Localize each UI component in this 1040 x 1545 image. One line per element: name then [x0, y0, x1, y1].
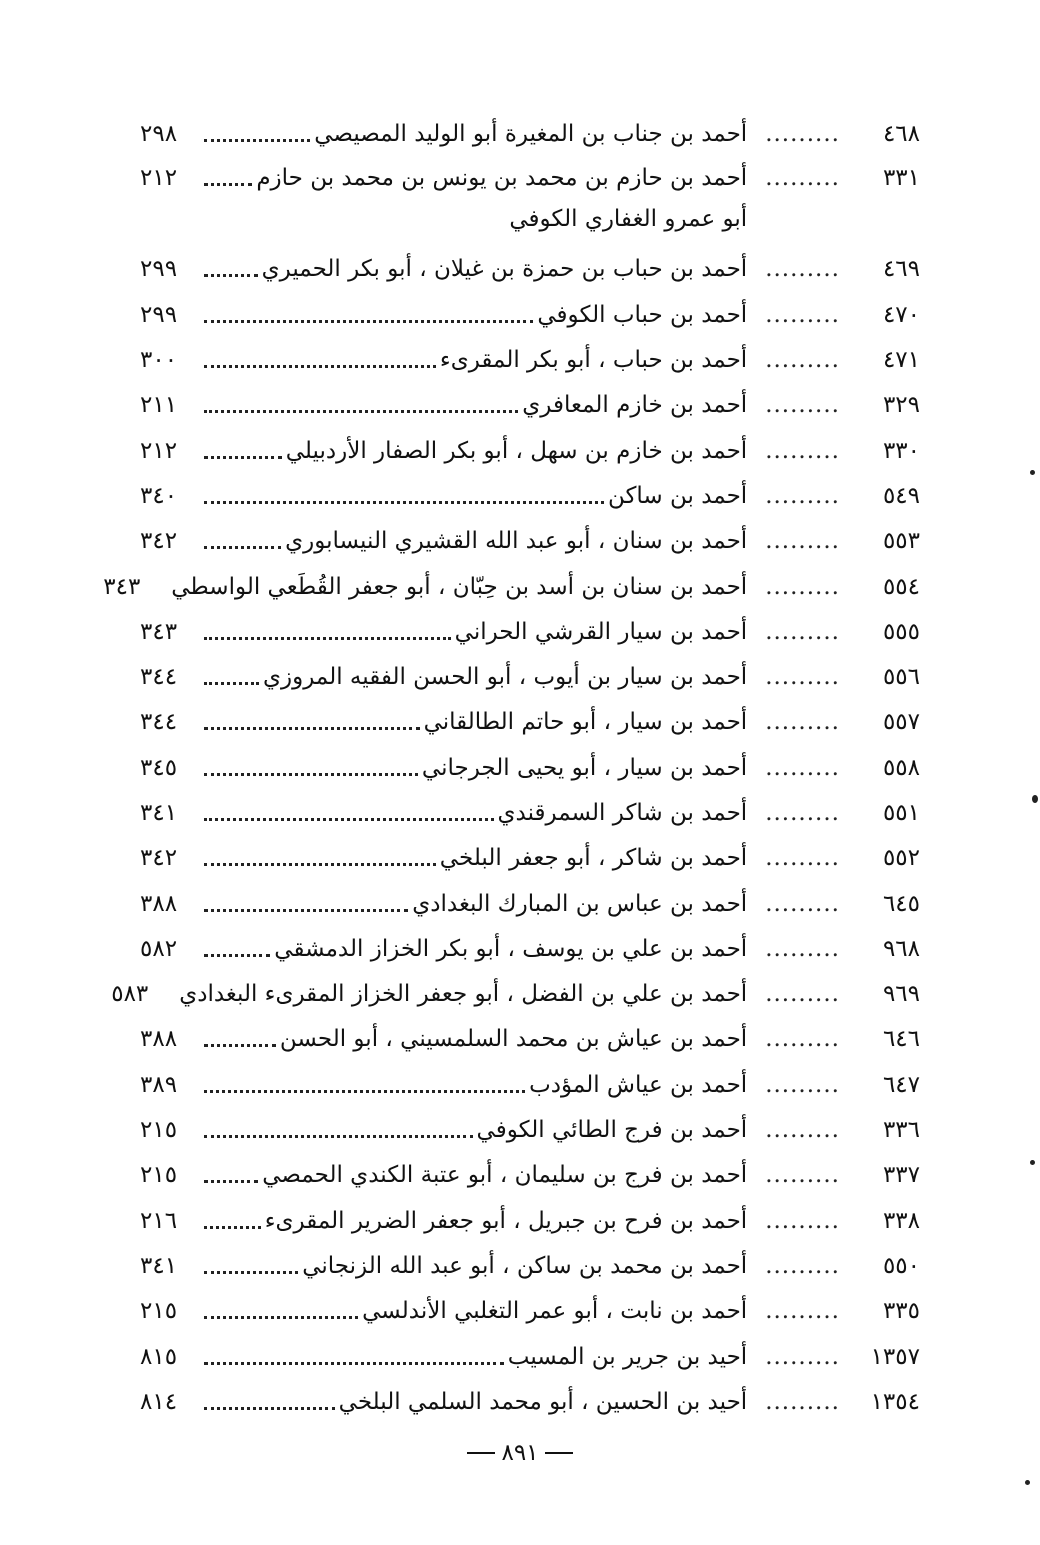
- entry-line: [140, 1252, 748, 1279]
- scan-speck: [1030, 1160, 1035, 1165]
- entry-body: [103, 573, 748, 600]
- dotted-leader: [204, 637, 451, 640]
- index-entry: [140, 247, 920, 292]
- index-entry: [140, 1063, 920, 1108]
- entry-leader-dots: .........: [765, 573, 840, 600]
- entry-body: [140, 349, 747, 372]
- entry-leader-dots: .........: [765, 347, 840, 374]
- entry-number: ٥٥٣: [882, 528, 920, 555]
- entry-leader-dots: .........: [765, 754, 840, 781]
- entry-body: [140, 167, 747, 231]
- entry-line: [140, 437, 748, 464]
- entry-body: [140, 123, 747, 146]
- entry-name: أحمد بن سيار القرشي الحراني: [454, 618, 748, 645]
- entry-name: أحمد بن ساكن: [607, 482, 748, 509]
- entry-body: [140, 754, 748, 781]
- entry-name: أحمد بن حباب بن حمزة بن غيلان ، أبو بكر الحميري: [261, 256, 748, 283]
- folio-dash-left: [467, 1452, 495, 1454]
- entry-page-ref: ٢١٥: [140, 1117, 178, 1144]
- entry-name: أحمد بن عباس بن المبارك البغدادي: [412, 890, 748, 917]
- entry-number: ٦٤٧: [882, 1071, 920, 1098]
- entry-number: ٥٥٢: [882, 845, 920, 872]
- entry-body: [140, 301, 748, 328]
- entry-name: أحمد بن علي بن الفضل ، أبو جعفر الخزاز المقرىء البغدادي: [179, 981, 748, 1008]
- dotted-leader: [204, 501, 604, 504]
- index-list: [103, 112, 920, 1425]
- entry-number: ٤٦٩: [882, 256, 920, 283]
- index-entry: [140, 791, 920, 836]
- entry-page-ref: ٣٤٤: [140, 709, 178, 736]
- entry-page-ref: ٢١٦: [140, 1207, 178, 1234]
- entry-name: أحمد بن حازم بن محمد بن يونس بن محمد بن حازم: [256, 165, 748, 192]
- entry-name: أحمد بن خازم المعافري: [522, 392, 748, 419]
- entry-page-ref: ٢٩٩: [140, 256, 178, 283]
- dotted-leader: [204, 456, 282, 459]
- entry-line: [140, 1071, 748, 1098]
- index-entry: [140, 1108, 920, 1153]
- index-entry: [140, 428, 920, 473]
- entry-body: [140, 1300, 747, 1323]
- index-entry: [140, 1199, 920, 1244]
- entry-page-ref: ٥٨٣: [111, 981, 149, 1008]
- entry-number: ٩٦٨: [882, 935, 920, 962]
- entry-name: أحمد بن سنان بن أسد بن حِبّان ، أبو جعفر القُطَعي الواسطي: [171, 573, 748, 600]
- entry-name: أحمد بن سيار ، أبو حاتم الطالقاني: [423, 709, 748, 736]
- entry-name: أحمد بن فرج بن سليمان ، أبو عتبة الكندي الحمصي: [262, 1162, 748, 1189]
- entry-leader-dots: .........: [765, 482, 840, 509]
- dotted-leader: [204, 818, 494, 821]
- entry-name: أحمد بن شاكر السمرقندي: [497, 800, 748, 826]
- entry-number: ١٣٥٧: [870, 1343, 920, 1370]
- entry-line: [140, 754, 748, 781]
- entry-body: [140, 847, 747, 870]
- entry-leader-dots: .........: [765, 392, 840, 419]
- entry-body: [140, 482, 748, 509]
- entry-page-ref: ٣٤٣: [103, 573, 141, 600]
- entry-leader-dots: .........: [765, 1298, 840, 1325]
- entry-body: [140, 530, 747, 553]
- entry-leader-dots: .........: [765, 890, 840, 917]
- index-entry: [140, 610, 920, 655]
- entry-leader-dots: .........: [765, 935, 840, 962]
- entry-page-ref: ٣٤١: [140, 1252, 178, 1279]
- scan-speck: [1025, 1480, 1030, 1485]
- dotted-leader: [204, 954, 270, 957]
- entry-line: [140, 1164, 747, 1187]
- entry-leader-dots: .........: [765, 256, 840, 283]
- entry-body: [140, 666, 747, 689]
- entry-line: [140, 258, 747, 281]
- entry-body: [140, 802, 747, 825]
- entry-line: [103, 573, 748, 600]
- entry-page-ref: ٣٠٠: [140, 347, 178, 374]
- dotted-leader: [204, 1226, 261, 1229]
- entry-line: [140, 394, 747, 417]
- index-entry: [140, 881, 920, 926]
- entry-leader-dots: .........: [765, 121, 840, 148]
- entry-line: [140, 123, 747, 146]
- dotted-leader: [204, 1180, 258, 1183]
- entry-line: [140, 301, 748, 328]
- entry-line: [140, 847, 747, 870]
- dotted-leader: [204, 320, 533, 323]
- entry-page-ref: ٣٤٢: [140, 845, 178, 872]
- entry-body: [140, 1388, 748, 1415]
- dotted-leader: [204, 1090, 525, 1093]
- entry-page-ref: ٣٨٨: [140, 1026, 178, 1053]
- entry-number: ٥٥٧: [882, 709, 920, 736]
- entry-page-ref: ٣٤٠: [140, 482, 178, 509]
- entry-page-ref: ٣٤٢: [140, 528, 178, 555]
- entry-name: أحمد بن خازم بن سهل ، أبو بكر الصفار الأردبيلي: [285, 437, 748, 464]
- entry-leader-dots: .........: [765, 618, 840, 645]
- entry-body: [111, 981, 748, 1008]
- entry-number: ١٣٥٤: [870, 1388, 920, 1415]
- index-entry: [140, 338, 920, 383]
- entry-number: ٥٥٥: [882, 618, 920, 645]
- entry-number: ٥٤٩: [882, 482, 920, 509]
- index-entry: [140, 1153, 920, 1198]
- entry-body: [140, 1164, 747, 1187]
- index-entry: [140, 836, 920, 881]
- dotted-leader: [204, 274, 258, 277]
- entry-line: [140, 1343, 748, 1370]
- entry-page-ref: ٢١٢: [140, 165, 178, 192]
- entry-line: [140, 1388, 748, 1415]
- entry-page-ref: ٣٤١: [140, 800, 178, 826]
- entry-page-ref: ٢١٥: [140, 1162, 178, 1189]
- entry-page-ref: ٢١١: [140, 392, 178, 419]
- dotted-leader: [204, 1407, 335, 1410]
- entry-leader-dots: .........: [765, 1026, 840, 1053]
- entry-line: [140, 1207, 748, 1234]
- dotted-leader: [204, 1362, 504, 1365]
- entry-body: [140, 394, 747, 417]
- index-entry: [140, 383, 920, 428]
- index-entry: [140, 655, 920, 700]
- entry-number: ٥٥٤: [882, 573, 920, 600]
- entry-number: ٣٣٨: [882, 1207, 920, 1234]
- dotted-leader: [204, 773, 418, 776]
- entry-name: أحمد بن حباب ، أبو بكر المقرىء: [439, 347, 748, 374]
- index-entry: [140, 1334, 920, 1379]
- entry-leader-dots: .........: [765, 709, 840, 736]
- index-entry: [140, 1380, 920, 1425]
- entry-leader-dots: .........: [765, 1388, 840, 1415]
- entry-name: أحمد بن سيار ، أبو يحيى الجرجاني: [421, 754, 748, 781]
- entry-number: ٤٦٨: [882, 121, 920, 148]
- entry-name: أحيد بن الحسين ، أبو محمد السلمي البلخي: [338, 1388, 748, 1415]
- entry-page-ref: ٣٤٥: [140, 754, 178, 781]
- entry-body: [140, 618, 748, 645]
- index-entry: [140, 519, 920, 564]
- entry-line: [140, 1028, 747, 1051]
- entry-leader-dots: .........: [765, 437, 840, 464]
- entry-leader-dots: .........: [765, 528, 840, 555]
- index-entry: [140, 1289, 920, 1334]
- entry-body: [140, 935, 748, 962]
- entry-page-ref: ٨١٤: [140, 1388, 178, 1415]
- entry-number: ٥٥٠: [882, 1252, 920, 1279]
- entry-page-ref: ٣٤٤: [140, 664, 178, 691]
- entry-name: أحمد بن حباب الكوفي: [537, 301, 748, 328]
- entry-leader-dots: .........: [765, 800, 840, 826]
- index-entry: [140, 474, 920, 519]
- entry-line: [140, 711, 747, 734]
- entry-page-ref: ٣٨٩: [140, 1071, 178, 1098]
- entry-line: [140, 1119, 747, 1142]
- dotted-leader: [204, 410, 518, 413]
- folio-number: ٨٩١: [501, 1440, 539, 1466]
- entry-leader-dots: .........: [765, 845, 840, 872]
- entry-body: [140, 711, 747, 734]
- entry-line: [140, 167, 747, 190]
- entry-body: [140, 1071, 748, 1098]
- entry-line: [140, 618, 748, 645]
- folio-dash-right: [545, 1452, 573, 1454]
- dotted-leader: [204, 139, 310, 142]
- dotted-leader: [204, 727, 420, 730]
- entry-page-ref: ٢١٢: [140, 437, 178, 464]
- entry-body: [140, 258, 747, 281]
- entry-leader-dots: .........: [765, 981, 840, 1008]
- dotted-leader: [204, 863, 436, 866]
- index-entry: [140, 746, 920, 791]
- entry-line: [111, 981, 748, 1008]
- entry-name: أحمد بن سيار بن أيوب ، أبو الحسن الفقيه المروزي: [263, 664, 748, 691]
- entry-number: ٥٥١: [882, 800, 920, 826]
- entry-leader-dots: .........: [765, 1343, 840, 1370]
- index-entry: [140, 1017, 920, 1062]
- entry-body: [140, 1252, 748, 1279]
- entry-number: ٤٧٠: [882, 301, 920, 328]
- entry-number: ٣٣٦: [882, 1117, 920, 1144]
- entry-number: ٣٢٩: [882, 392, 920, 419]
- entry-number: ٣٣٥: [882, 1298, 920, 1325]
- entry-line: [140, 530, 747, 553]
- entry-body: [140, 1207, 748, 1234]
- dotted-leader: [204, 909, 408, 912]
- index-entry: [140, 700, 920, 745]
- scan-speck: [1032, 795, 1038, 803]
- entry-name: أحمد بن شاكر ، أبو جعفر البلخي: [439, 845, 748, 872]
- dotted-leader: [204, 1271, 298, 1274]
- index-entry: [140, 927, 920, 972]
- entry-line: [140, 890, 748, 917]
- entry-page-ref: ٢٩٨: [140, 121, 178, 148]
- scan-speck: [1030, 470, 1035, 475]
- index-entry: [140, 1244, 920, 1289]
- entry-body: [140, 1119, 747, 1142]
- entry-name: أحمد بن عياش بن محمد السلمسيني ، أبو الحسن: [279, 1026, 748, 1053]
- dotted-leader: [204, 546, 281, 549]
- entry-page-ref: ٣٤٣: [140, 618, 178, 645]
- entry-number: ٤٧١: [882, 347, 920, 374]
- entry-body: [140, 890, 748, 917]
- entry-leader-dots: .........: [765, 1071, 840, 1098]
- index-entry: [103, 564, 920, 609]
- entry-line: [140, 349, 747, 372]
- dotted-leader: [204, 365, 436, 368]
- index-entry: [140, 112, 920, 157]
- entry-leader-dots: .........: [765, 165, 840, 192]
- entry-number: ٥٥٦: [882, 664, 920, 691]
- entry-name: أحمد بن عياش المؤدب: [529, 1071, 748, 1098]
- dotted-leader: [204, 1044, 276, 1047]
- entry-line: [140, 482, 748, 509]
- entry-leader-dots: .........: [765, 1252, 840, 1279]
- entry-continuation: أبو عمرو الغفاري الكوفي: [509, 206, 748, 233]
- page-number: [0, 1440, 1040, 1466]
- entry-number: ٩٦٩: [882, 981, 920, 1008]
- entry-name: أحمد بن علي بن يوسف ، أبو بكر الخزاز الدمشقي: [274, 935, 748, 962]
- dotted-leader: [204, 1135, 473, 1138]
- entry-number: ٣٣٧: [882, 1162, 920, 1189]
- dotted-leader: [204, 682, 259, 685]
- entry-name: أحيد بن جرير بن المسيب: [507, 1343, 748, 1370]
- entry-name: أحمد بن سنان ، أبو عبد الله القشيري النيسابوري: [285, 528, 748, 555]
- index-entry: [140, 157, 920, 247]
- entry-page-ref: ٢١٥: [140, 1298, 178, 1325]
- entry-body: [140, 1028, 747, 1051]
- entry-name: أحمد بن نابت ، أبو عمر التغلبي الأندلسي: [362, 1298, 748, 1325]
- entry-line: [140, 1300, 747, 1323]
- entry-number: ٣٣١: [882, 165, 920, 192]
- entry-name: أحمد بن فرج الطائي الكوفي: [476, 1117, 748, 1144]
- entry-name: أحمد بن فرح بن جبريل ، أبو جعفر الضرير المقرىء: [264, 1207, 748, 1234]
- entry-leader-dots: .........: [765, 664, 840, 691]
- index-entry: [111, 972, 920, 1017]
- dotted-leader: [204, 183, 252, 186]
- dotted-leader: [204, 1316, 358, 1319]
- entry-number: ٣٣٠: [882, 437, 920, 464]
- entry-number: ٦٤٦: [882, 1026, 920, 1053]
- entry-line: [140, 666, 747, 689]
- entry-page-ref: ٨١٥: [140, 1343, 178, 1370]
- entry-leader-dots: .........: [765, 301, 840, 328]
- index-entry: [140, 293, 920, 338]
- entry-body: [140, 1343, 748, 1370]
- entry-page-ref: ٣٨٨: [140, 890, 178, 917]
- entry-name: أحمد بن محمد بن ساكن ، أبو عبد الله الزنجاني: [302, 1252, 748, 1279]
- entry-leader-dots: .........: [765, 1162, 840, 1189]
- entry-page-ref: ٢٩٩: [140, 301, 178, 328]
- entry-number: ٦٤٥: [882, 890, 920, 917]
- entry-page-ref: ٥٨٢: [140, 935, 178, 962]
- entry-name: أحمد بن جناب بن المغيرة أبو الوليد المصيصي: [314, 121, 748, 148]
- entry-leader-dots: .........: [765, 1117, 840, 1144]
- entry-line: [140, 935, 748, 962]
- entry-number: ٥٥٨: [882, 754, 920, 781]
- entry-body: [140, 437, 748, 464]
- entry-line: [140, 802, 747, 825]
- entry-leader-dots: .........: [765, 1207, 840, 1234]
